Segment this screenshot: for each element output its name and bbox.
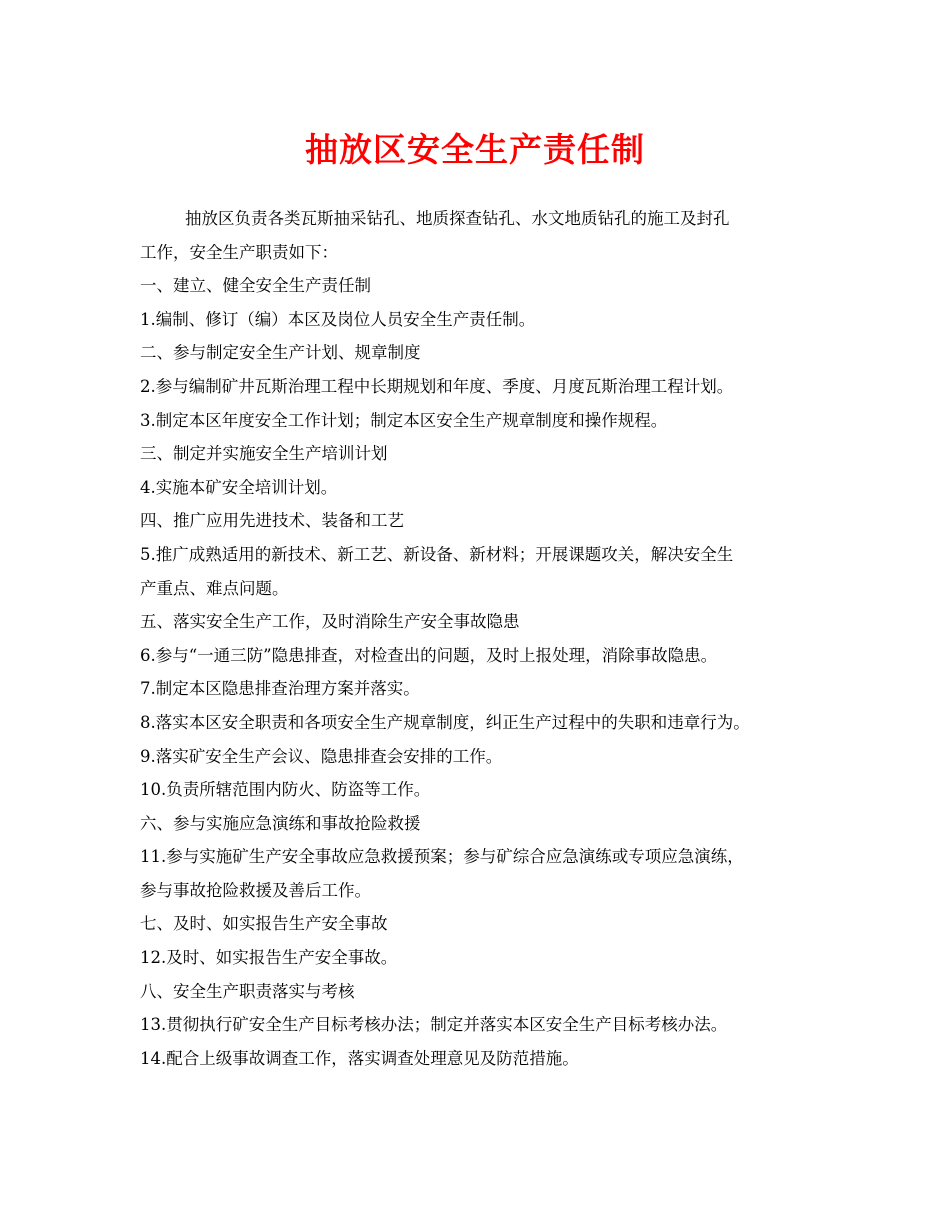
intro-line: 工作，安全生产职责如下： [140,242,338,262]
clause-item: 7.制定本区隐患排查治理方案并落实。 [140,679,420,699]
document-title: 抽放区安全生产责任制 [305,130,645,169]
clause-item: 11.参与实施矿生产安全事故应急救援预案；参与矿综合应急演练或专项应急演练， [140,847,744,867]
clause-item: 10.负责所辖范围内防火、防盗等工作。 [140,780,431,800]
clause-item: 13.贯彻执行矿安全生产目标考核办法；制定并落实本区安全生产目标考核办法。 [140,1015,728,1035]
clause-item: 8.落实本区安全职责和各项安全生产规章制度，纠正生产过程中的失职和违章行为。 [140,712,750,732]
clause-item: 5.推广成熟适用的新技术、新工艺、新设备、新材料；开展课题攻关，解决安全生 [140,544,734,564]
intro-line: 抽放区负责各类瓦斯抽采钻孔、地质探查钻孔、水文地质钻孔的施工及封孔 [185,209,730,228]
section-heading: 六、参与实施应急演练和事故抢险救援 [140,813,421,833]
section-heading: 三、制定并实施安全生产培训计划 [140,444,388,464]
section-heading: 八、安全生产职责落实与考核 [140,981,355,1001]
section-heading: 一、建立、健全安全生产责任制 [140,276,371,296]
section-heading: 七、及时、如实报告生产安全事故 [140,914,388,934]
clause-item: 1.编制、修订（编）本区及岗位人员安全生产责任制。 [140,309,536,329]
clause-item-continuation: 参与事故抢险救援及善后工作。 [140,880,371,900]
clause-item-continuation: 产重点、难点问题。 [140,578,289,598]
clause-item: 12.及时、如实报告生产安全事故。 [140,948,398,968]
clause-item: 3.制定本区年度安全工作计划；制定本区安全生产规章制度和操作规程。 [140,410,668,430]
clause-item: 2.参与编制矿井瓦斯治理工程中长期规划和年度、季度、月度瓦斯治理工程计划。 [140,376,734,396]
clause-item: 14.配合上级事故调查工作，落实调查处理意见及防范措施。 [140,1048,579,1068]
section-heading: 五、落实安全生产工作，及时消除生产安全事故隐患 [140,612,520,632]
section-heading: 四、推广应用先进技术、装备和工艺 [140,511,404,531]
section-heading: 二、参与制定安全生产计划、规章制度 [140,343,421,363]
document-body [140,202,830,1075]
clause-item: 4.实施本矿安全培训计划。 [140,477,338,497]
clause-item: 6.参与“一通三防”隐患排查，对检查出的问题，及时上报处理，消除事故隐患。 [140,645,718,665]
clause-item: 9.落实矿安全生产会议、隐患排查会安排的工作。 [140,746,503,766]
